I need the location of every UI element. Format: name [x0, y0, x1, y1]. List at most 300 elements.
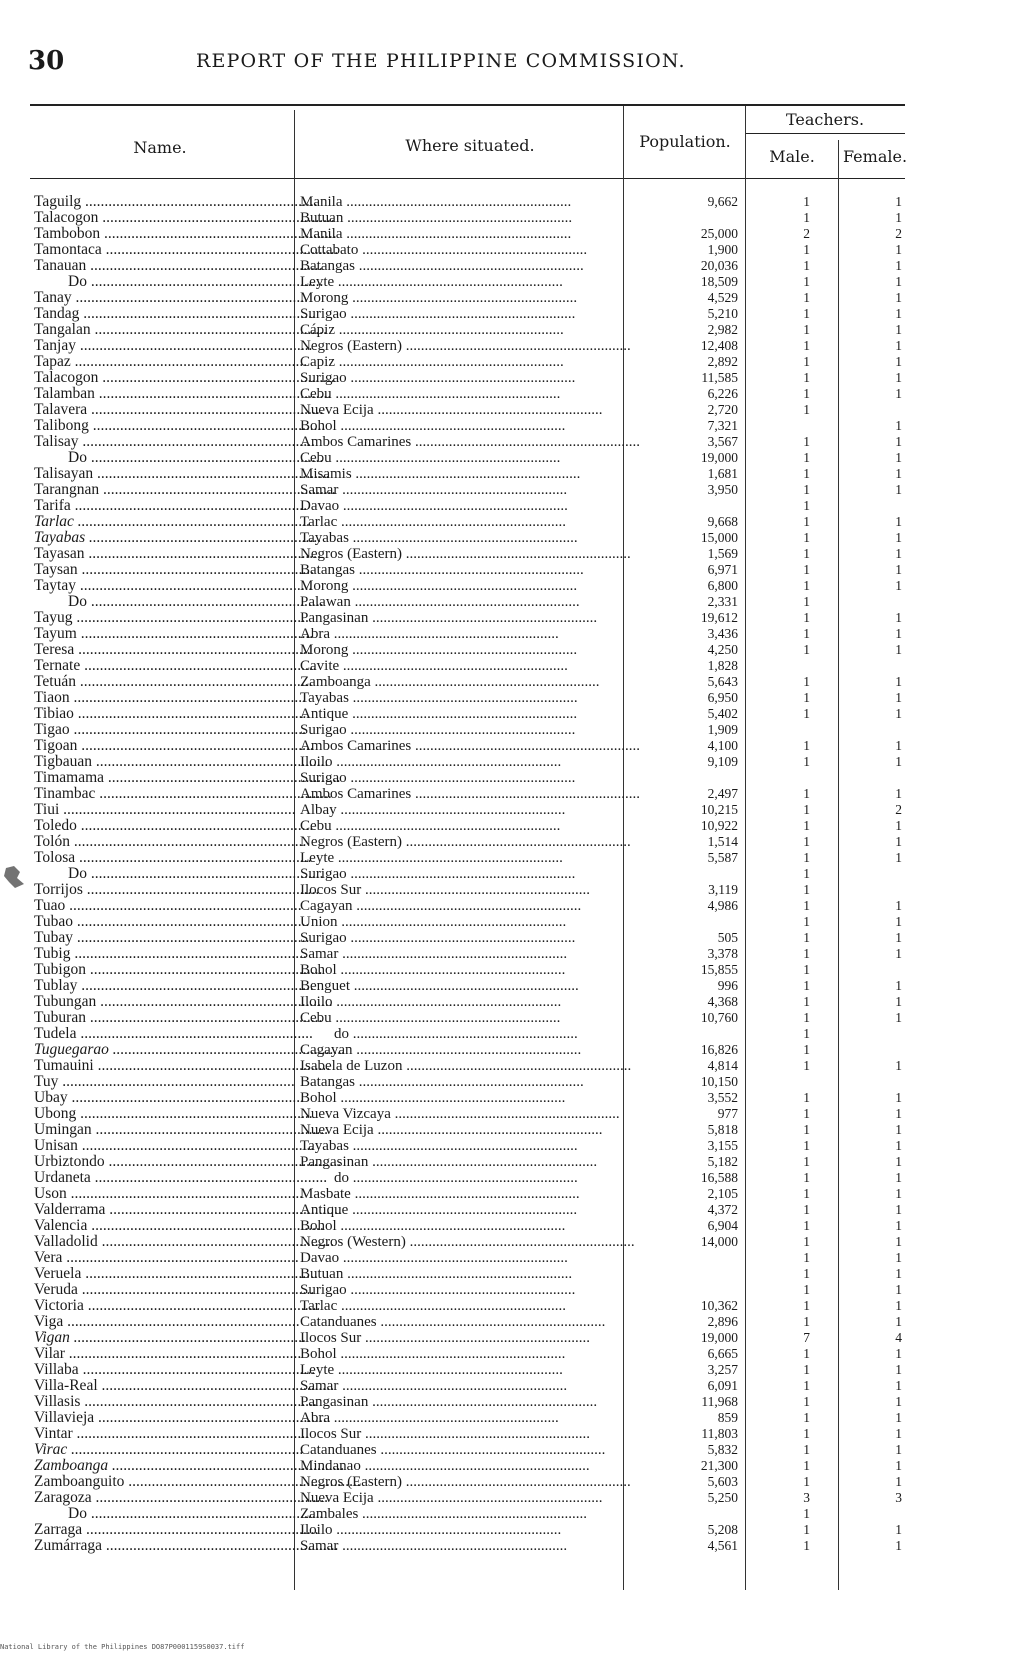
row-name: Urbiztondo ............................................................: [34, 1153, 341, 1170]
row-male-teachers: 1: [803, 1426, 810, 1441]
row-population: 15,000: [700, 530, 738, 545]
row-name: Zamboanga ............................................................: [34, 1457, 345, 1474]
row-male-teachers: 1: [803, 994, 810, 1009]
row-female-teachers: 1: [895, 386, 902, 401]
row-name: Tigoan ............................................................: [34, 737, 314, 754]
row-male-teachers: 1: [803, 802, 810, 817]
row-female-teachers: 4: [895, 1330, 902, 1345]
row-population: 11,968: [701, 1394, 738, 1409]
row-where: Cebu ............................................................: [300, 1010, 561, 1026]
row-where: Misamis ............................................................: [300, 466, 581, 482]
row-female-teachers: 1: [895, 626, 902, 641]
row-population: 9,662: [707, 194, 738, 209]
row-male-teachers: 2: [803, 226, 810, 241]
row-where: Surigao ............................................................: [300, 866, 576, 882]
row-female-teachers: 1: [895, 1250, 902, 1265]
row-where: Bohol ............................................................: [300, 1090, 566, 1106]
row-male-teachers: 1: [803, 1058, 810, 1073]
row-where: Ambos Camarines ............................................................: [300, 786, 640, 802]
row-where: Catanduanes ............................................................: [300, 1442, 606, 1458]
row-male-teachers: 1: [803, 1522, 810, 1537]
row-male-teachers: 1: [803, 1442, 810, 1457]
page-number: 30: [28, 46, 65, 76]
row-female-teachers: 1: [895, 1266, 902, 1281]
row-name: Vigan ............................................................: [34, 1329, 307, 1346]
row-name: Villasis ............................................................: [34, 1393, 317, 1410]
row-female-teachers: 1: [895, 338, 902, 353]
row-female-teachers: 1: [895, 1410, 902, 1425]
row-female-teachers: 1: [895, 546, 902, 561]
row-male-teachers: 1: [803, 386, 810, 401]
row-name: Tibiao ............................................................: [34, 705, 311, 722]
row-population: 10,362: [700, 1298, 738, 1313]
row-population: 2,896: [707, 1314, 738, 1329]
row-female-teachers: 1: [895, 290, 902, 305]
row-male-teachers: 1: [803, 946, 810, 961]
row-female-teachers: 1: [895, 1538, 902, 1553]
row-where: Samar ............................................................: [300, 482, 568, 498]
row-population: 4,372: [707, 1202, 738, 1217]
row-male-teachers: 1: [803, 930, 810, 945]
row-population: 996: [717, 978, 738, 993]
row-male-teachers: 1: [803, 674, 810, 689]
row-where: Davao ............................................................: [300, 1250, 568, 1266]
row-name: Tubig ............................................................: [34, 945, 307, 962]
row-female-teachers: 1: [895, 258, 902, 273]
row-where: Manila ............................................................: [300, 226, 572, 242]
row-female-teachers: 1: [895, 1426, 902, 1441]
row-name: Tapaz ............................................................: [34, 353, 308, 370]
row-where: Zambales ............................................................: [300, 1506, 588, 1522]
row-female-teachers: 1: [895, 482, 902, 497]
row-male-teachers: 1: [803, 402, 810, 417]
row-population: 16,588: [700, 1170, 738, 1185]
row-female-teachers: 1: [895, 1362, 902, 1377]
header-name: Name.: [133, 138, 187, 157]
row-where: Zamboanga ............................................................: [300, 674, 600, 690]
row-population: 505: [717, 930, 738, 945]
row-name: Zumárraga ............................................................: [34, 1537, 339, 1554]
row-female-teachers: 1: [895, 818, 902, 833]
row-population: 4,368: [707, 994, 738, 1009]
row-female-teachers: 1: [895, 434, 902, 449]
row-female-teachers: 1: [895, 754, 902, 769]
row-population: 5,643: [707, 674, 738, 689]
row-where: Ilocos Sur ............................................................: [300, 882, 590, 898]
row-male-teachers: 1: [803, 626, 810, 641]
row-population: 2,892: [707, 354, 738, 369]
row-population: 19,000: [700, 450, 738, 465]
row-female-teachers: 1: [895, 1186, 902, 1201]
row-male-teachers: 1: [803, 706, 810, 721]
row-name: Do ............................................................: [68, 593, 324, 610]
row-male-teachers: 1: [803, 898, 810, 913]
row-name: Tangalan ............................................................: [34, 321, 327, 338]
row-name: Talamban ............................................................: [34, 385, 332, 402]
row-name: Tandag ............................................................: [34, 305, 316, 322]
row-female-teachers: 1: [895, 786, 902, 801]
row-name: Tuao ............................................................: [34, 897, 302, 914]
row-population: 19,612: [700, 610, 738, 625]
row-name: Zaragoza ............................................................: [34, 1489, 329, 1506]
row-female-teachers: 1: [895, 914, 902, 929]
row-name: Tiui ............................................................: [34, 801, 296, 818]
row-male-teachers: 1: [803, 274, 810, 289]
row-population: 9,109: [707, 754, 738, 769]
row-male-teachers: 1: [803, 866, 810, 881]
row-male-teachers: 1: [803, 1346, 810, 1361]
row-male-teachers: 1: [803, 242, 810, 257]
row-male-teachers: 1: [803, 1538, 810, 1553]
row-female-teachers: 1: [895, 1138, 902, 1153]
row-population: 9,668: [707, 514, 738, 529]
row-female-teachers: 1: [895, 322, 902, 337]
row-where: Batangas ............................................................: [300, 258, 584, 274]
row-population: 4,250: [707, 642, 738, 657]
row-population: 4,986: [707, 898, 738, 913]
row-where: Negros (Eastern) ............................................................: [300, 1474, 631, 1490]
row-population: 25,000: [700, 226, 738, 241]
row-where: Davao ............................................................: [300, 498, 568, 514]
row-population: 5,832: [707, 1442, 738, 1457]
row-where: Pangasinan ............................................................: [300, 1394, 598, 1410]
row-female-teachers: 1: [895, 1122, 902, 1137]
row-female-teachers: 1: [895, 530, 902, 545]
row-male-teachers: 1: [803, 642, 810, 657]
row-male-teachers: 1: [803, 1474, 810, 1489]
row-population: 2,331: [707, 594, 738, 609]
row-where: Negros (Eastern) ............................................................: [300, 546, 631, 562]
row-name: Villa-Real ............................................................: [34, 1377, 335, 1394]
row-name: Urdaneta ............................................................: [34, 1169, 328, 1186]
row-female-teachers: 2: [895, 226, 902, 241]
row-population: 6,904: [707, 1218, 738, 1233]
row-male-teachers: 1: [803, 1090, 810, 1105]
row-name: Talibong ............................................................: [34, 417, 326, 434]
row-where: Negros (Eastern) ............................................................: [300, 338, 631, 354]
row-name: Tuburan ............................................................: [34, 1009, 323, 1026]
row-male-teachers: 1: [803, 850, 810, 865]
row-population: 1,828: [707, 658, 738, 673]
row-population: 5,402: [707, 706, 738, 721]
row-where: Pangasinan ............................................................: [300, 1154, 598, 1170]
row-where: Palawan ............................................................: [300, 594, 580, 610]
row-male-teachers: 1: [803, 1506, 810, 1521]
row-male-teachers: 1: [803, 690, 810, 705]
row-female-teachers: 1: [895, 898, 902, 913]
row-name: Uson ............................................................: [34, 1185, 304, 1202]
row-name: Valencia ............................................................: [34, 1217, 324, 1234]
row-name: Tigao ............................................................: [34, 721, 306, 738]
row-female-teachers: 1: [895, 1058, 902, 1073]
row-female-teachers: 1: [895, 1282, 902, 1297]
row-male-teachers: 1: [803, 258, 810, 273]
row-female-teachers: 2: [895, 802, 902, 817]
row-where: Nueva Vizcaya ............................................................: [300, 1106, 620, 1122]
row-female-teachers: 1: [895, 1090, 902, 1105]
row-female-teachers: 1: [895, 1314, 902, 1329]
row-where: Tayabas ............................................................: [300, 1138, 578, 1154]
row-male-teachers: 1: [803, 210, 810, 225]
row-female-teachers: 1: [895, 306, 902, 321]
row-name: Valderrama ............................................................: [34, 1201, 342, 1218]
row-where: Leyte ............................................................: [300, 274, 563, 290]
row-population: 10,215: [700, 802, 738, 817]
row-name: Veruela ............................................................: [34, 1265, 318, 1282]
row-name: Timamama ............................................................: [34, 769, 341, 786]
row-male-teachers: 1: [803, 1154, 810, 1169]
row-population: 6,091: [707, 1378, 738, 1393]
row-female-teachers: 1: [895, 850, 902, 865]
row-male-teachers: 1: [803, 1186, 810, 1201]
row-population: 4,529: [707, 290, 738, 305]
row-male-teachers: 1: [803, 786, 810, 801]
row-where: Surigao ............................................................: [300, 930, 576, 946]
row-name: Tarangnan ............................................................: [34, 481, 336, 498]
row-name: Taguilg ............................................................: [34, 193, 318, 210]
row-where: Mindanao ............................................................: [300, 1458, 590, 1474]
row-population: 5,603: [707, 1474, 738, 1489]
row-name: Tigbauan ............................................................: [34, 753, 329, 770]
row-male-teachers: 1: [803, 834, 810, 849]
row-name: Valladolid ............................................................: [34, 1233, 335, 1250]
row-population: 3,257: [707, 1362, 738, 1377]
row-population: 2,105: [707, 1186, 738, 1201]
row-female-teachers: 1: [895, 930, 902, 945]
row-population: 16,826: [700, 1042, 738, 1057]
row-where: Surigao ............................................................: [300, 770, 576, 786]
row-male-teachers: 1: [803, 754, 810, 769]
row-name: Tanauan ............................................................: [34, 257, 323, 274]
row-where: Batangas ............................................................: [300, 562, 584, 578]
row-female-teachers: 1: [895, 1170, 902, 1185]
row-name: Tudela ............................................................: [34, 1025, 313, 1042]
row-female-teachers: 1: [895, 450, 902, 465]
row-population: 977: [717, 1106, 738, 1121]
row-where: Negros (Eastern) ............................................................: [300, 834, 631, 850]
row-name: Toledo ............................................................: [34, 817, 314, 834]
row-where: Catanduanes ............................................................: [300, 1314, 606, 1330]
row-female-teachers: 1: [895, 610, 902, 625]
row-male-teachers: 1: [803, 370, 810, 385]
row-population: 2,497: [707, 786, 738, 801]
header-population: Population.: [639, 132, 731, 151]
row-male-teachers: 1: [803, 1170, 810, 1185]
row-where: Tarlac ............................................................: [300, 1298, 567, 1314]
page-title: REPORT OF THE PHILIPPINE COMMISSION.: [196, 50, 686, 72]
row-where: Bohol ............................................................: [300, 1346, 566, 1362]
row-name: Ubay ............................................................: [34, 1089, 304, 1106]
row-name: Do ............................................................: [68, 1505, 324, 1522]
row-name: Do ............................................................: [68, 449, 324, 466]
row-name: Torrijos ............................................................: [34, 881, 320, 898]
row-population: 5,250: [707, 1490, 738, 1505]
row-male-teachers: 1: [803, 882, 810, 897]
row-female-teachers: 1: [895, 514, 902, 529]
row-population: 5,182: [707, 1154, 738, 1169]
row-male-teachers: 3: [803, 1490, 810, 1505]
row-where: Cebu ............................................................: [300, 450, 561, 466]
row-name: Tuy ............................................................: [34, 1073, 295, 1090]
row-male-teachers: 1: [803, 594, 810, 609]
row-female-teachers: 1: [895, 578, 902, 593]
row-population: 3,950: [707, 482, 738, 497]
row-name: Tarifa ............................................................: [34, 497, 308, 514]
row-male-teachers: 1: [803, 1266, 810, 1281]
row-male-teachers: 1: [803, 1122, 810, 1137]
row-name: Tanjay ............................................................: [34, 337, 313, 354]
row-male-teachers: 1: [803, 962, 810, 977]
row-where: Abra ............................................................: [300, 626, 559, 642]
row-where: Leyte ............................................................: [300, 1362, 563, 1378]
row-where: Surigao ............................................................: [300, 1282, 576, 1298]
row-male-teachers: 1: [803, 194, 810, 209]
row-population: 1,681: [707, 466, 738, 481]
row-male-teachers: 1: [803, 1202, 810, 1217]
row-name: Tubungan ............................................................: [34, 993, 333, 1010]
row-where: Tayabas ............................................................: [300, 690, 578, 706]
row-population: 7,321: [707, 418, 738, 433]
row-population: 6,971: [707, 562, 738, 577]
row-name: Victoria ............................................................: [34, 1297, 321, 1314]
row-male-teachers: 1: [803, 1010, 810, 1025]
row-population: 4,100: [707, 738, 738, 753]
row-where: Samar ............................................................: [300, 946, 568, 962]
row-male-teachers: 1: [803, 818, 810, 833]
row-name: Talavera ............................................................: [34, 401, 324, 418]
row-female-teachers: 1: [895, 466, 902, 481]
row-name: Tolón ............................................................: [34, 833, 307, 850]
row-name: Tetuán ............................................................: [34, 673, 313, 690]
row-name: Do ............................................................: [68, 273, 324, 290]
row-population: 3,119: [708, 882, 738, 897]
row-male-teachers: 1: [803, 514, 810, 529]
row-population: 18,509: [700, 274, 738, 289]
header-female: Female.: [842, 147, 908, 166]
row-where: Isabela de Luzon ............................................................: [300, 1058, 632, 1074]
row-male-teachers: 1: [803, 354, 810, 369]
row-where: Union ............................................................: [300, 914, 567, 930]
row-population: 3,552: [707, 1090, 738, 1105]
row-where: Samar ............................................................: [300, 1538, 568, 1554]
row-female-teachers: 1: [895, 1106, 902, 1121]
row-where: Butuan ............................................................: [300, 1266, 573, 1282]
row-name: Tubay ............................................................: [34, 929, 310, 946]
row-population: 19,000: [700, 1330, 738, 1345]
row-where: Antique ............................................................: [300, 1202, 578, 1218]
row-female-teachers: 1: [895, 1010, 902, 1025]
row-population: 5,587: [707, 850, 738, 865]
row-population: 10,150: [700, 1074, 738, 1089]
row-male-teachers: 1: [803, 338, 810, 353]
row-where: Abra ............................................................: [300, 1410, 559, 1426]
row-name: Tubao ............................................................: [34, 913, 310, 930]
row-female-teachers: 1: [895, 1394, 902, 1409]
row-where: Tarlac ............................................................: [300, 514, 567, 530]
row-where: Cebu ............................................................: [300, 386, 561, 402]
row-where: Negros (Western) ............................................................: [300, 1234, 635, 1250]
row-where: Masbate ............................................................: [300, 1186, 580, 1202]
row-population: 11,585: [701, 370, 738, 385]
row-population: 6,950: [707, 690, 738, 705]
header-where: Where situated.: [405, 136, 535, 155]
row-name: Tublay ............................................................: [34, 977, 314, 994]
row-male-teachers: 1: [803, 1026, 810, 1041]
row-where: Bohol ............................................................: [300, 962, 566, 978]
row-population: 12,408: [700, 338, 738, 353]
row-female-teachers: 1: [895, 738, 902, 753]
row-name: Tolosa ............................................................: [34, 849, 312, 866]
row-female-teachers: 1: [895, 674, 902, 689]
row-female-teachers: 1: [895, 1234, 902, 1249]
row-female-teachers: 1: [895, 1346, 902, 1361]
row-female-teachers: 1: [895, 978, 902, 993]
row-name: Teresa ............................................................: [34, 641, 311, 658]
row-male-teachers: 1: [803, 610, 810, 625]
row-male-teachers: 1: [803, 482, 810, 497]
row-population: 5,210: [707, 306, 738, 321]
row-where: Manila ............................................................: [300, 194, 572, 210]
row-male-teachers: 1: [803, 466, 810, 481]
row-female-teachers: 1: [895, 274, 902, 289]
row-name: Talisayan ............................................................: [34, 465, 330, 482]
row-where: Ambos Camarines ............................................................: [300, 434, 640, 450]
row-where: Antique ............................................................: [300, 706, 578, 722]
row-name: Veruda ............................................................: [34, 1281, 315, 1298]
row-female-teachers: 1: [895, 242, 902, 257]
row-male-teachers: 1: [803, 1042, 810, 1057]
row-male-teachers: 1: [803, 1298, 810, 1313]
row-where: Albay ............................................................: [300, 802, 566, 818]
row-where: Iloilo ............................................................: [300, 1522, 562, 1538]
row-name: Tanay ............................................................: [34, 289, 309, 306]
row-female-teachers: 1: [895, 1522, 902, 1537]
row-male-teachers: 1: [803, 1138, 810, 1153]
row-population: 20,036: [700, 258, 738, 273]
row-population: 6,800: [707, 578, 738, 593]
row-name: Tamontaca ............................................................: [34, 241, 339, 258]
row-population: 15,855: [700, 962, 738, 977]
row-name: Do ............................................................: [68, 865, 324, 882]
row-name: Umingan ............................................................: [34, 1121, 329, 1138]
row-where: Butuan ............................................................: [300, 210, 573, 226]
row-population: 4,561: [707, 1538, 738, 1553]
row-population: 4,814: [707, 1058, 738, 1073]
row-male-teachers: 7: [803, 1330, 810, 1345]
row-name: Vera ............................................................: [34, 1249, 299, 1266]
row-male-teachers: 1: [803, 1314, 810, 1329]
row-where: Capiz ............................................................: [300, 354, 564, 370]
row-where: Cagayan ............................................................: [300, 898, 582, 914]
row-female-teachers: 1: [895, 690, 902, 705]
row-female-teachers: 1: [895, 370, 902, 385]
row-female-teachers: 1: [895, 1458, 902, 1473]
row-population: 1,569: [707, 546, 738, 561]
row-female-teachers: 1: [895, 418, 902, 433]
row-name: Zamboanguito ............................................................: [34, 1473, 361, 1490]
row-where: Ilocos Sur ............................................................: [300, 1330, 590, 1346]
row-name: Viga ............................................................: [34, 1313, 300, 1330]
row-where: Iloilo ............................................................: [300, 994, 562, 1010]
row-where: Cebu ............................................................: [300, 818, 561, 834]
row-male-teachers: 1: [803, 1362, 810, 1377]
row-male-teachers: 1: [803, 546, 810, 561]
row-name: Talacogon ............................................................: [34, 369, 335, 386]
row-female-teachers: 1: [895, 642, 902, 657]
row-where: Morong ............................................................: [300, 290, 578, 306]
row-where: Surigao ............................................................: [300, 306, 576, 322]
row-name: Tinambac ............................................................: [34, 785, 332, 802]
